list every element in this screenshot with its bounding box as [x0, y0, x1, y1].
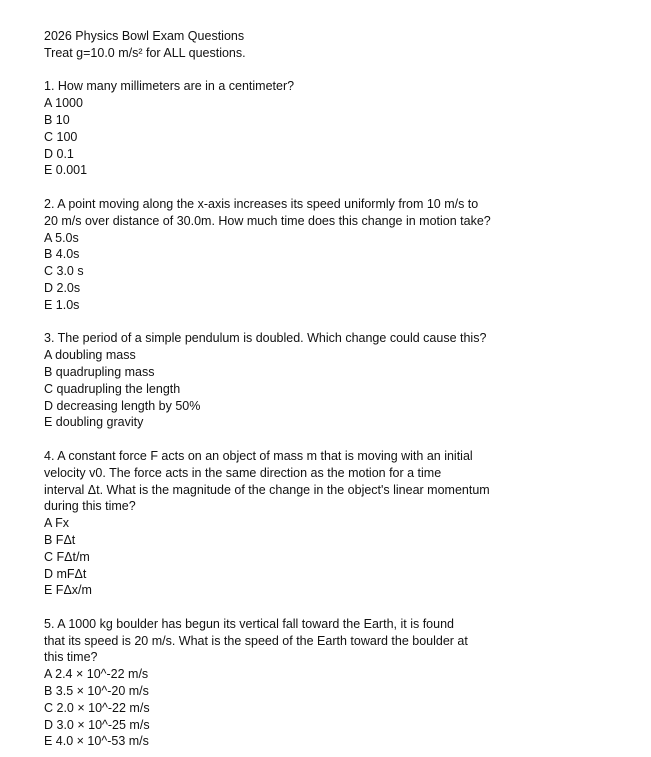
question-3 [44, 330, 634, 431]
choice-e: E doubling gravity [44, 415, 144, 430]
choice-b: B 10 [44, 112, 70, 127]
question-stem: interval Δt. What is the magnitude of the change in the object's linear momentum [44, 482, 490, 497]
choice-e: E 0.001 [44, 163, 88, 178]
question-stem: 5. A 1000 kg boulder has begun its vertical fall toward the Earth, it is found [44, 616, 454, 631]
instruction-text: Treat g=10.0 m/s² for ALL questions. [44, 45, 246, 60]
question-stem: 20 m/s over distance of 30.0m. How much time does this change in motion take? [44, 213, 491, 228]
question-stem: this time? [44, 650, 98, 665]
spacer [44, 599, 634, 616]
question-2 [44, 196, 634, 314]
choice-b: B quadrupling mass [44, 364, 155, 379]
choice-d: D 2.0s [44, 280, 81, 295]
choice-a: A 1000 [44, 96, 83, 111]
choice-a: A 5.0s [44, 230, 79, 245]
question-stem: velocity v0. The force acts in the same direction as the motion for a time [44, 465, 442, 480]
choice-e: E 1.0s [44, 297, 80, 312]
choice-a: A Fx [44, 516, 70, 531]
question-stem: 3. The period of a simple pendulum is doubled. Which change could cause this? [44, 331, 487, 346]
spacer [44, 179, 634, 196]
document-title: 2026 Physics Bowl Exam Questions [44, 29, 245, 43]
choice-d: D mFΔt [44, 566, 87, 581]
choice-b: B 3.5 × 10^-20 m/s [44, 684, 149, 699]
spacer [44, 314, 634, 331]
spacer [44, 431, 634, 448]
choice-c: C 100 [44, 129, 78, 144]
choice-b: B FΔt [44, 532, 76, 547]
question-stem: during this time? [44, 499, 136, 514]
choice-b: B 4.0s [44, 247, 80, 262]
question-1 [44, 78, 634, 179]
question-stem: that its speed is 20 m/s. What is the speed of the Earth toward the boulder at [44, 633, 468, 648]
question-stem: 2. A point moving along the x-axis increases its speed uniformly from 10 m/s to [44, 196, 479, 211]
question-5 [44, 616, 634, 750]
question-stem: 4. A constant force F acts on an object of mass m that is moving with an initial [44, 448, 473, 463]
choice-a: A 2.4 × 10^-22 m/s [44, 667, 149, 682]
choice-c: C 2.0 × 10^-22 m/s [44, 700, 150, 715]
choice-d: D decreasing length by 50% [44, 398, 201, 413]
choice-c: C FΔt/m [44, 549, 90, 564]
choice-e: E 4.0 × 10^-53 m/s [44, 734, 149, 749]
choice-c: C 3.0 s [44, 264, 84, 279]
choice-c: C quadrupling the length [44, 381, 181, 396]
exam-document [44, 28, 634, 750]
question-stem: 1. How many millimeters are in a centimeter? [44, 79, 295, 94]
choice-d: D 3.0 × 10^-25 m/s [44, 717, 150, 732]
choice-a: A doubling mass [44, 348, 136, 363]
choice-d: D 0.1 [44, 146, 74, 161]
spacer [44, 62, 634, 79]
question-4 [44, 448, 634, 599]
choice-e: E FΔx/m [44, 583, 92, 598]
